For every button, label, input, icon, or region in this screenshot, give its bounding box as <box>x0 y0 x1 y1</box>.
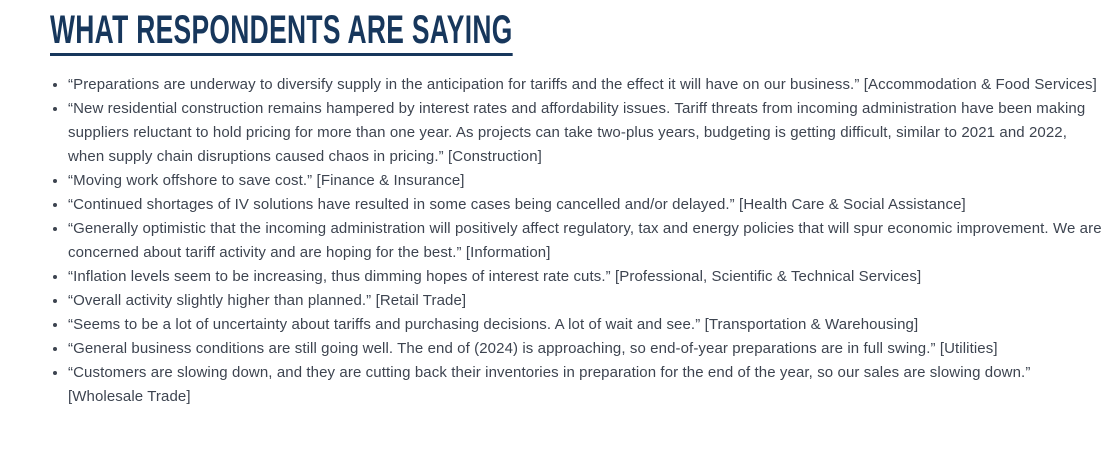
quote-text: “Generally optimistic that the incoming administration will positively affect regulatory, tax and energy policies that will spur economic improvement. We are concerned about tariff activity and are hoping for the best.” <box>68 220 1102 261</box>
quote-text: “Customers are slowing down, and they are cutting back their inventories in preparation for the end of the year, so our sales are slowing down.” <box>68 364 1031 381</box>
sector-label: [Utilities] <box>939 340 998 357</box>
sector-label: [Transportation & Warehousing] <box>704 316 919 333</box>
quote-text: “Moving work offshore to save cost.” <box>68 172 313 189</box>
quote-item <box>68 313 1106 337</box>
sector-label: [Health Care & Social Assistance] <box>739 196 966 213</box>
sector-label: [Accommodation & Food Services] <box>863 76 1097 93</box>
quotes-list <box>50 73 1106 409</box>
quote-item <box>68 265 1106 289</box>
quote-text: “Overall activity slightly higher than planned.” <box>68 292 372 309</box>
quote-text: “General business conditions are still going well. The end of (2024) is approaching, so end-of-year preparations are in full swing.” <box>68 340 936 357</box>
sector-label: [Information] <box>465 244 551 261</box>
quote-text: “Seems to be a lot of uncertainty about tariffs and purchasing decisions. A lot of wait and see.” <box>68 316 701 333</box>
quote-item <box>68 217 1106 265</box>
sector-label: [Construction] <box>448 148 542 165</box>
quote-text: “Continued shortages of IV solutions have resulted in some cases being cancelled and/or delayed.” <box>68 196 735 213</box>
quote-item <box>68 73 1106 97</box>
page-title: WHAT RESPONDENTS ARE SAYING <box>50 10 513 56</box>
quote-item <box>68 97 1106 169</box>
quote-text: “Preparations are underway to diversify supply in the anticipation for tariffs and the effect it will have on our business.” <box>68 76 860 93</box>
quote-item <box>68 193 1106 217</box>
quote-text: “New residential construction remains hampered by interest rates and affordability issues. Tariff threats from incoming administration have been making suppliers reluctant to hold pricing for more than one year. As projects can take two-plus years, budgeting is getting difficult, similar to 2021 and 2022, when supply chain disruptions caused chaos in pricing.” <box>68 100 1086 165</box>
sector-label: [Retail Trade] <box>375 292 467 309</box>
sector-label: [Wholesale Trade] <box>68 388 191 405</box>
sector-label: [Finance & Insurance] <box>316 172 465 189</box>
quote-text: “Inflation levels seem to be increasing, thus dimming hopes of interest rate cuts.” <box>68 268 611 285</box>
quote-item <box>68 169 1106 193</box>
sector-label: [Professional, Scientific & Technical Services] <box>615 268 922 285</box>
quote-item <box>68 337 1106 361</box>
quote-item <box>68 361 1106 409</box>
quote-item <box>68 289 1106 313</box>
